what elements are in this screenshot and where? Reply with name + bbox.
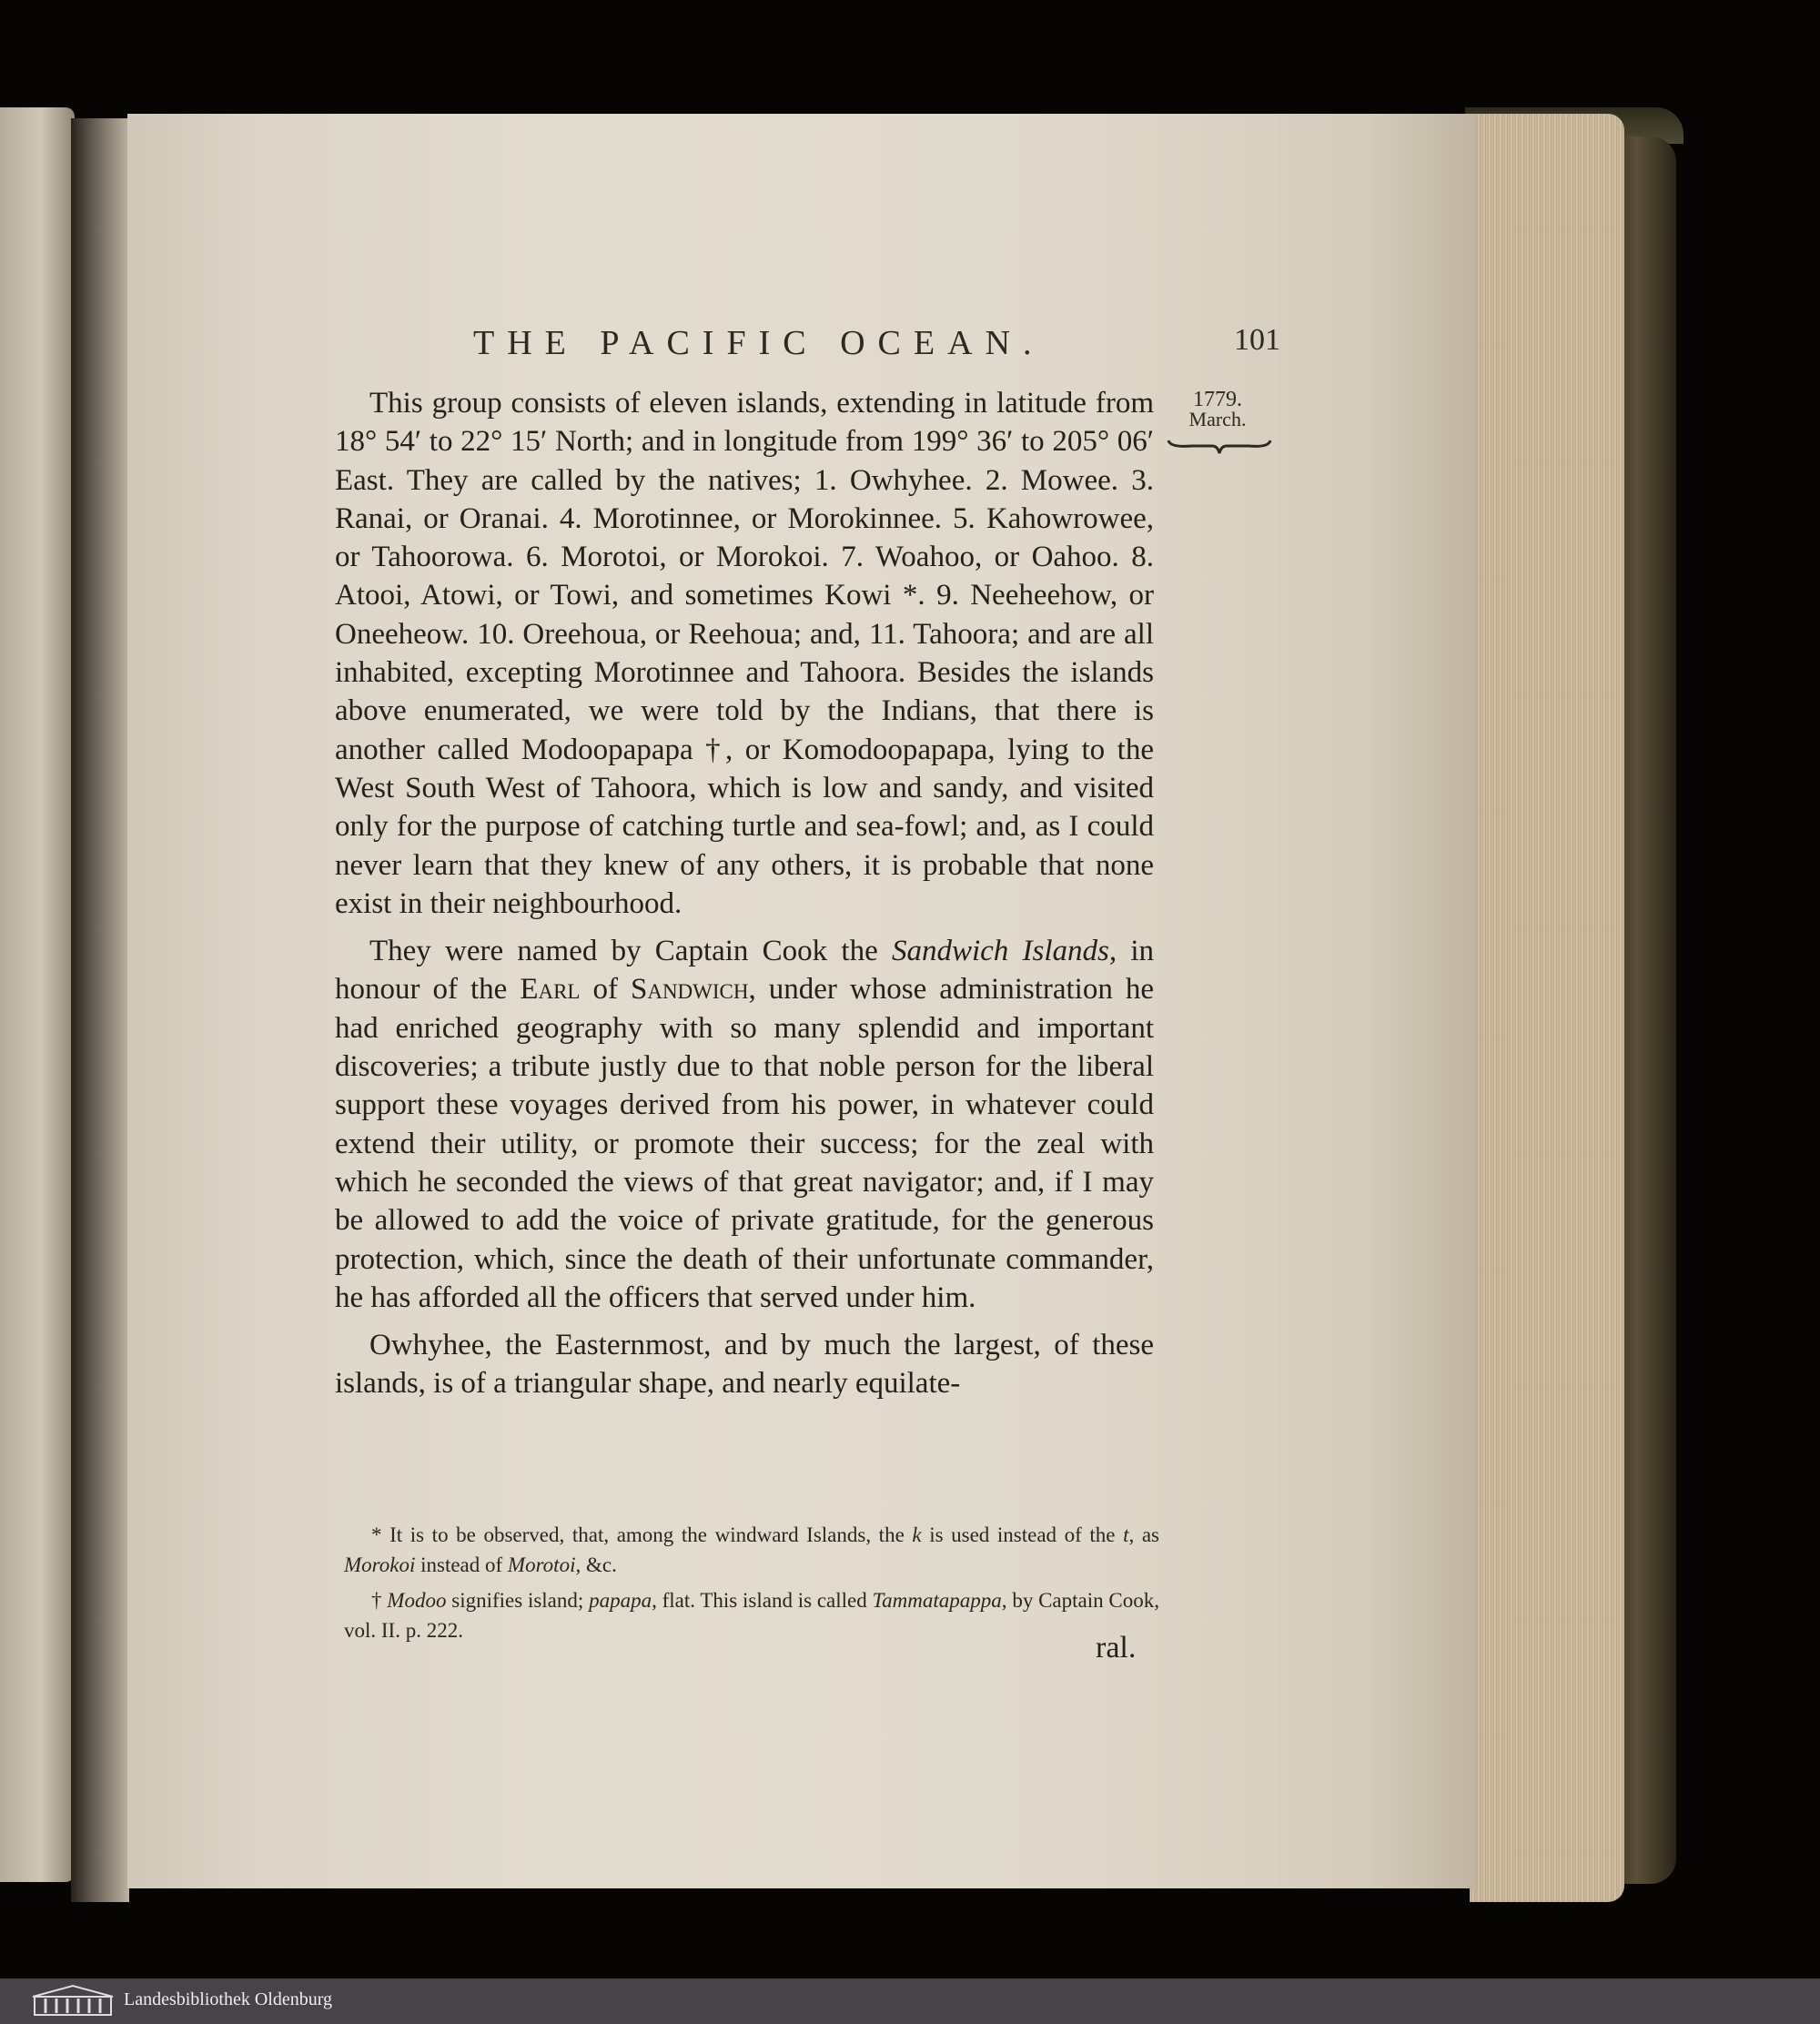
p2-earl: Earl: [520, 973, 581, 1007]
footer-bar: [0, 1978, 1820, 2024]
fn1-c: , as: [1128, 1523, 1159, 1546]
fn2-b: signifies island;: [446, 1589, 590, 1612]
margin-brace-icon: [1165, 435, 1274, 457]
body-text: [335, 384, 1154, 1403]
page-fore-edge: [1470, 114, 1624, 1902]
paragraph-3: Owhyhee, the Easternmost, and by much the largest, of these islands, is of a triangular shape, and nearly equilate-: [335, 1329, 1154, 1401]
fn2-modoo: Modoo: [387, 1589, 447, 1612]
fn1-b: is used instead of the: [921, 1523, 1124, 1546]
fn1-k: k: [912, 1523, 922, 1546]
book-gutter: [71, 118, 129, 1902]
fn1-e: , &c.: [575, 1553, 617, 1576]
catchword: ral.: [1096, 1631, 1137, 1665]
footnotes: [344, 1520, 1159, 1651]
p2-text-1: They were named by Captain Cook the: [369, 935, 892, 968]
p2-text-2: in honour of the: [335, 935, 1155, 1007]
fn2-papapa: papapa: [589, 1589, 652, 1612]
fn2-c: , flat. This island is called: [652, 1589, 873, 1612]
footnote-2: [344, 1585, 1159, 1645]
page-number: 101: [1234, 323, 1280, 357]
fn2-d: , by Captain Cook, vol. II. p. 222.: [344, 1589, 1159, 1642]
fn2-tammatapappa: Tammatapappa: [872, 1589, 1002, 1612]
p2-italic-sandwich-islands: Sandwich Islands,: [891, 935, 1117, 968]
p2-of: of: [580, 973, 631, 1007]
footnote-1: [344, 1520, 1159, 1580]
fn1-morotoi: Morotoi: [507, 1553, 576, 1576]
paragraph-1: This group consists of eleven islands, extending in latitude from 18° 54′ to 22° 15′ North; and in longitude from 199° 36′ to 205° 06′ East. They are called by the natives; 1. Owhyhee. 2. Mowee. 3. Ranai, or Oranai. 4. Morotinnee, or Morokinnee. 5. Kahowrowee, or Tahoorowa. 6. Morotoi, or Morokoi. 7. Woahoo, or Oahoo. 8. Atooi, Atowi, or Towi, and sometimes Kowi *. 9. Neeheehow, or Oneeheow. 10. Oreehoua, or Reehoua; and, 11. Tahoora; and are all inhabited, excepting Morotinnee and Tahoora. Besides the islands above enumerated, we were told by the Indians, that there is another called Modoopapapa †, or Komodoopapapa, lying to the West South West of Tahoora, which is low and sandy, and visited only for the purpose of catching turtle and sea-fowl; and, as I could never learn that they knew of any others, it is probable that none exist in their neighbourhood.: [335, 387, 1154, 920]
fn1-t: t: [1123, 1523, 1129, 1546]
fn1-morokoi: Morokoi: [344, 1553, 416, 1576]
fn1-a: * It is to be observed, that, among the windward Islands, the: [371, 1523, 913, 1546]
fn1-d: instead of: [415, 1553, 508, 1576]
fn2-a: †: [371, 1589, 388, 1612]
margin-note-month: March.: [1188, 408, 1247, 430]
p2-sandwich: Sandwich: [630, 973, 749, 1007]
footer-library-label[interactable]: Landesbibliothek Oldenburg: [124, 1989, 333, 2009]
paragraph-2: [335, 932, 1154, 1317]
library-building-icon[interactable]: [31, 1984, 115, 2017]
running-head: THE PACIFIC OCEAN.: [473, 324, 1045, 362]
p2-text-3: , under whose administration he had enriched geography with so many splendid and important discoveries; a tribute justly due to that noble person for the liberal support these voyages derived from his power, in whatever could extend their utility, or promote their success; for the zeal with which he seconded the views of that great navigator; and, if I may be allowed to add the voice of private gratitude, for the generous protection, which, since the death of their unfortunate commander, he has afforded all the officers that served under him.: [335, 973, 1154, 1314]
margin-note: [1181, 390, 1254, 430]
margin-note-year: 1779.: [1193, 388, 1242, 411]
facing-page-edge: [0, 107, 75, 1882]
